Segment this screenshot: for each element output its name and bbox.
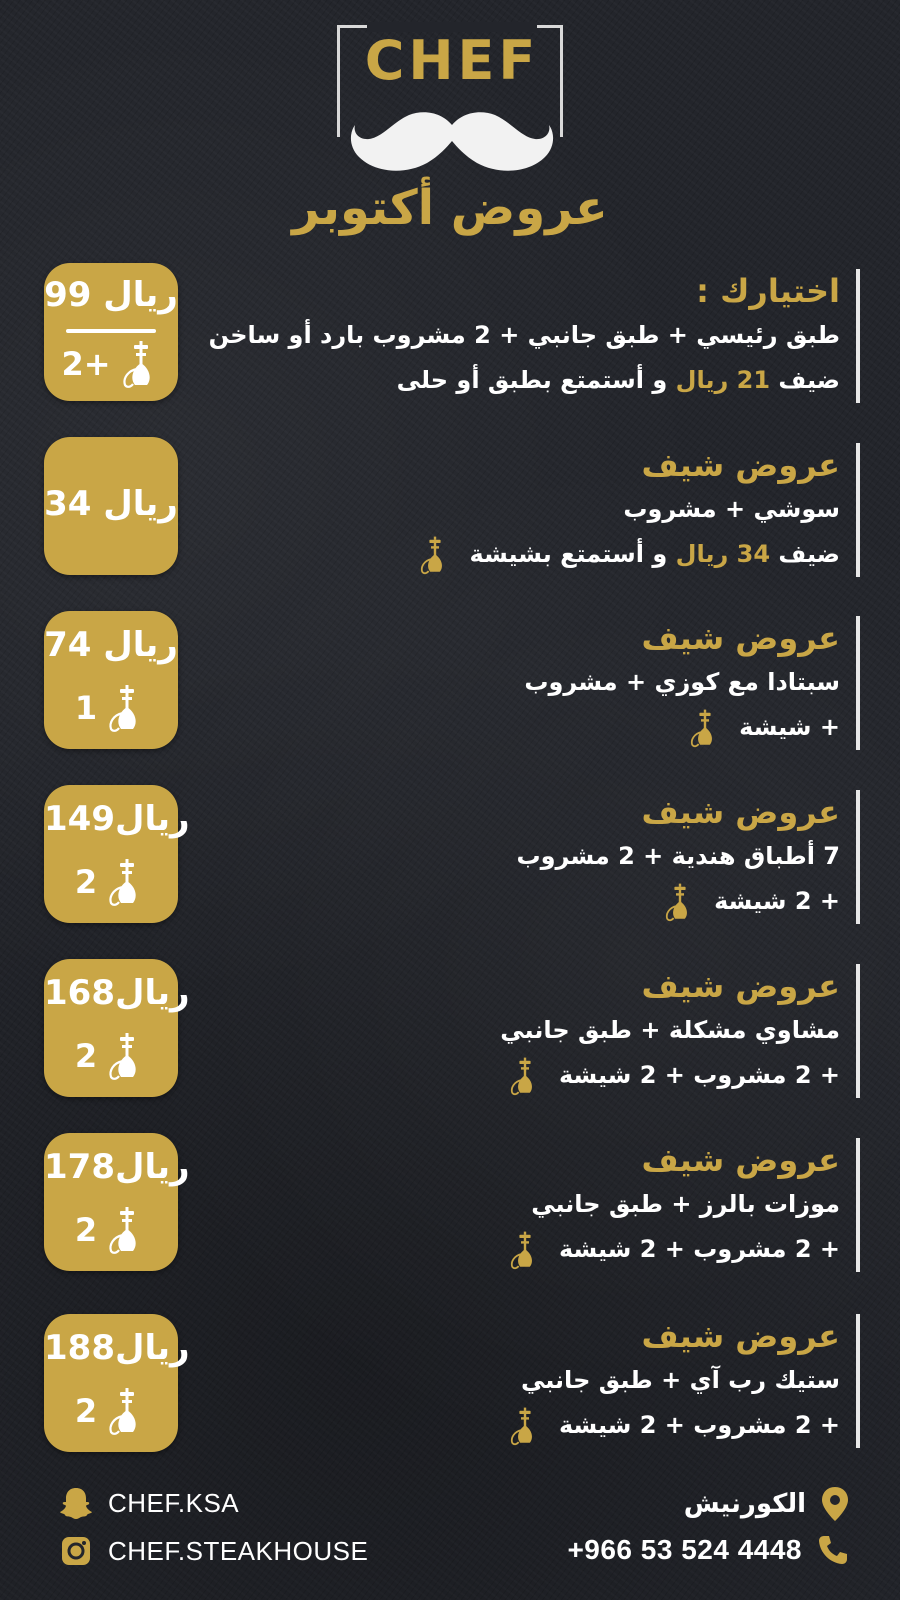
- price: 99 ريال: [44, 275, 178, 315]
- hookah-icon: [107, 1205, 147, 1255]
- divider: [66, 329, 156, 333]
- offer-line: + 2 شيشة: [220, 879, 840, 924]
- offer-details: [220, 443, 860, 577]
- offer-title: عروض شيف: [641, 446, 840, 484]
- hookah-icon: [419, 534, 451, 576]
- offer-details: [210, 269, 860, 403]
- guest-count: 2: [74, 1211, 98, 1249]
- price: 34 ريال: [44, 484, 178, 524]
- offer-line: + 2 مشروب + 2 شيشة: [220, 1403, 840, 1448]
- hookah-icon: [689, 707, 721, 749]
- offer-title: عروض شيف: [641, 1317, 840, 1355]
- location-text: الكورنيش: [683, 1489, 806, 1519]
- snapchat-link[interactable]: [58, 1485, 239, 1521]
- instagram-handle: CHEF.STEAKHOUSE: [108, 1535, 369, 1566]
- price-badge: [44, 611, 178, 749]
- offer-details: [220, 1314, 860, 1448]
- price: 168ريال: [44, 973, 190, 1013]
- offer-details: [220, 790, 860, 924]
- price-badge: [44, 263, 178, 401]
- hookah-icon: [509, 1229, 541, 1271]
- offer-details: [220, 616, 860, 750]
- price-badge: [44, 437, 178, 575]
- offer-line: طبق رئيسي + طبق جانبي + 2 مشروب بارد أو ساخن: [208, 321, 840, 349]
- offer-line: سبتادا مع كوزي + مشروب: [524, 668, 840, 696]
- offer-title: عروض شيف: [641, 1141, 840, 1179]
- offer-title: اختيارك :: [696, 272, 840, 310]
- location-pin-icon: [820, 1485, 850, 1523]
- offer-title: عروض شيف: [641, 619, 840, 657]
- guest-count: 2: [74, 1037, 98, 1075]
- offer-details: [220, 964, 860, 1098]
- snapchat-handle: CHEF.KSA: [108, 1487, 240, 1518]
- guest-count: 2+: [61, 345, 111, 383]
- offer-line: ضيف 34 ريال و أستمتع بشيشة: [220, 532, 840, 577]
- hookah-icon: [107, 857, 147, 907]
- offer-line: 7 أطباق هندية + 2 مشروب: [516, 842, 840, 870]
- price-badge: [44, 1133, 190, 1271]
- phone-link[interactable]: [567, 1533, 850, 1567]
- chef-logo: [337, 25, 567, 160]
- offer-details: [220, 1138, 860, 1272]
- price-badge: [44, 785, 190, 923]
- guest-count: 1: [74, 689, 98, 727]
- hookah-icon: [664, 881, 696, 923]
- snapchat-icon: [58, 1485, 94, 1521]
- instagram-icon: [58, 1533, 94, 1569]
- offer-line: ستيك رب آي + طبق جانبي: [520, 1366, 840, 1394]
- offer-line: ضيف 21 ريال و أستمتع بطبق أو حلى: [396, 366, 840, 394]
- offer-line: + 2 مشروب + 2 شيشة: [220, 1227, 840, 1272]
- phone-icon: [816, 1533, 850, 1567]
- offer-line: + شيشة: [220, 705, 840, 750]
- price-badge: [44, 959, 190, 1097]
- price: 178ريال: [44, 1147, 190, 1187]
- location: [684, 1485, 850, 1523]
- guest-count: 2: [74, 863, 98, 901]
- price-badge: [44, 1314, 190, 1452]
- mustache-icon: [347, 95, 557, 185]
- hookah-icon: [107, 1386, 147, 1436]
- hookah-icon: [121, 339, 161, 389]
- offer-title: عروض شيف: [641, 793, 840, 831]
- price: 149ريال: [44, 799, 190, 839]
- page-title: عروض أكتوبر: [292, 180, 608, 236]
- offer-line: سوشي + مشروب: [623, 495, 840, 523]
- offer-line: مشاوي مشكلة + طبق جانبي: [500, 1016, 840, 1044]
- price: 74 ريال: [44, 625, 178, 665]
- logo-text: CHEF: [364, 29, 540, 92]
- instagram-link[interactable]: [58, 1533, 368, 1569]
- hookah-icon: [107, 1031, 147, 1081]
- offer-line: موزات بالرز + طبق جانبي: [531, 1190, 840, 1218]
- offer-title: عروض شيف: [641, 967, 840, 1005]
- phone-number: +966 53 524 4448: [567, 1534, 802, 1565]
- hookah-icon: [509, 1405, 541, 1447]
- guest-count: 2: [74, 1392, 98, 1430]
- hookah-icon: [107, 683, 147, 733]
- price: 188ريال: [44, 1328, 190, 1368]
- offer-line: + 2 مشروب + 2 شيشة: [220, 1053, 840, 1098]
- hookah-icon: [509, 1055, 541, 1097]
